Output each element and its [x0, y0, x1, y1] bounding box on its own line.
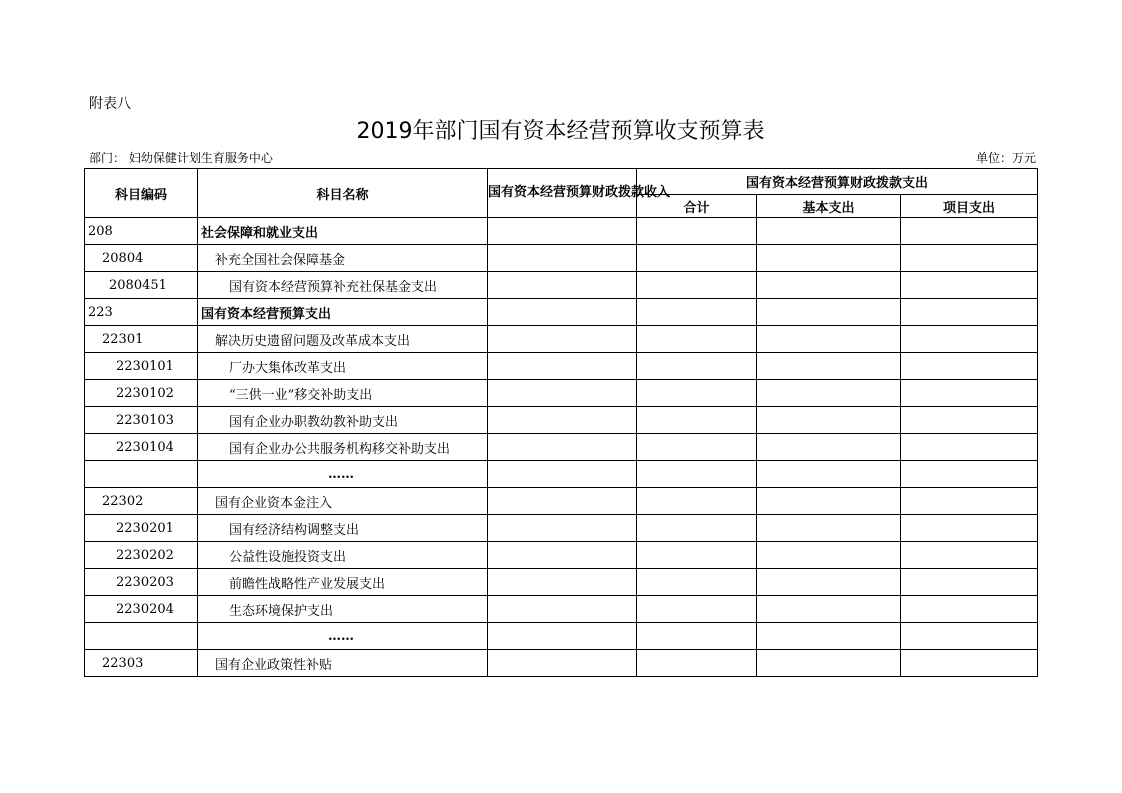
income-cell — [488, 569, 637, 596]
total-cell — [637, 488, 757, 515]
basic-cell — [757, 407, 901, 434]
table-row — [85, 434, 1038, 461]
income-cell — [488, 623, 637, 650]
table-row — [85, 650, 1038, 677]
unit-label: 单位：万元 — [975, 151, 1036, 165]
subject-name: 补充全国社会保障基金 — [198, 245, 488, 272]
table-row — [85, 569, 1038, 596]
header-project: 项目支出 — [901, 195, 1038, 218]
income-cell — [488, 434, 637, 461]
subject-name: 厂办大集体改革支出 — [198, 353, 488, 380]
department-name: 妇幼保健计划生育服务中心 — [128, 151, 273, 165]
header-expense-group: 国有资本经营预算财政拨款支出 — [637, 169, 1038, 195]
project-cell — [901, 380, 1038, 407]
income-cell — [488, 218, 637, 245]
project-cell — [901, 434, 1038, 461]
table-row — [85, 299, 1038, 326]
basic-cell — [757, 542, 901, 569]
project-cell — [901, 299, 1038, 326]
income-cell — [488, 299, 637, 326]
subject-name: 公益性设施投资支出 — [198, 542, 488, 569]
total-cell — [637, 272, 757, 299]
basic-cell — [757, 623, 901, 650]
subject-name: 国有经济结构调整支出 — [198, 515, 488, 542]
basic-cell — [757, 245, 901, 272]
total-cell — [637, 542, 757, 569]
subject-code: 223 — [85, 299, 198, 326]
subject-code: 22301 — [85, 326, 198, 353]
header-basic: 基本支出 — [757, 195, 901, 218]
total-cell — [637, 569, 757, 596]
project-cell — [901, 353, 1038, 380]
project-cell — [901, 326, 1038, 353]
subject-code: 22302 — [85, 488, 198, 515]
income-cell — [488, 461, 637, 488]
table-row — [85, 596, 1038, 623]
total-cell — [637, 218, 757, 245]
basic-cell — [757, 218, 901, 245]
basic-cell — [757, 650, 901, 677]
table-row — [85, 515, 1038, 542]
subject-name: “三供一业”移交补助支出 — [198, 380, 488, 407]
subject-code — [85, 461, 198, 488]
subject-name: 社会保障和就业支出 — [198, 218, 488, 245]
subject-code: 2080451 — [85, 272, 198, 299]
department-line — [89, 149, 273, 166]
subject-name: 国有资本经营预算补充社保基金支出 — [198, 272, 488, 299]
project-cell — [901, 542, 1038, 569]
subject-code: 2230104 — [85, 434, 198, 461]
income-cell — [488, 380, 637, 407]
basic-cell — [757, 434, 901, 461]
subject-code — [85, 623, 198, 650]
subject-name: 解决历史遗留问题及改革成本支出 — [198, 326, 488, 353]
header-total: 合计 — [637, 195, 757, 218]
table-row — [85, 353, 1038, 380]
basic-cell — [757, 380, 901, 407]
project-cell — [901, 650, 1038, 677]
subject-name: 前瞻性战略性产业发展支出 — [198, 569, 488, 596]
income-cell — [488, 488, 637, 515]
subject-name: 国有企业办职教幼教补助支出 — [198, 407, 488, 434]
total-cell — [637, 407, 757, 434]
subject-name: …… — [198, 461, 488, 488]
table-row — [85, 272, 1038, 299]
subject-code: 2230203 — [85, 569, 198, 596]
subject-code: 2230103 — [85, 407, 198, 434]
subject-code: 2230204 — [85, 596, 198, 623]
subject-code: 208 — [85, 218, 198, 245]
total-cell — [637, 596, 757, 623]
project-cell — [901, 488, 1038, 515]
table-row — [85, 407, 1038, 434]
basic-cell — [757, 299, 901, 326]
total-cell — [637, 515, 757, 542]
subject-name: 国有企业办公共服务机构移交补助支出 — [198, 434, 488, 461]
subject-code: 20804 — [85, 245, 198, 272]
total-cell — [637, 380, 757, 407]
subject-name: 国有资本经营预算支出 — [198, 299, 488, 326]
basic-cell — [757, 353, 901, 380]
income-cell — [488, 353, 637, 380]
budget-table — [84, 168, 1038, 677]
project-cell — [901, 272, 1038, 299]
income-cell — [488, 272, 637, 299]
basic-cell — [757, 272, 901, 299]
header-name: 科目名称 — [198, 169, 488, 218]
subject-name: 国有企业政策性补贴 — [198, 650, 488, 677]
department-label: 部门： — [89, 151, 126, 165]
income-cell — [488, 326, 637, 353]
page-title: 2019年部门国有资本经营预算收支预算表 — [356, 119, 765, 144]
total-cell — [637, 299, 757, 326]
project-cell — [901, 218, 1038, 245]
subject-name: 国有企业资本金注入 — [198, 488, 488, 515]
project-cell — [901, 623, 1038, 650]
subject-code: 2230202 — [85, 542, 198, 569]
table-row — [85, 245, 1038, 272]
project-cell — [901, 596, 1038, 623]
income-cell — [488, 515, 637, 542]
basic-cell — [757, 488, 901, 515]
table-row — [85, 218, 1038, 245]
basic-cell — [757, 461, 901, 488]
income-cell — [488, 407, 637, 434]
table-row — [85, 542, 1038, 569]
table-row — [85, 461, 1038, 488]
basic-cell — [757, 569, 901, 596]
table-row — [85, 326, 1038, 353]
table-row — [85, 488, 1038, 515]
table-row — [85, 380, 1038, 407]
table-row — [85, 623, 1038, 650]
basic-cell — [757, 326, 901, 353]
project-cell — [901, 569, 1038, 596]
total-cell — [637, 326, 757, 353]
total-cell — [637, 245, 757, 272]
subject-code: 2230101 — [85, 353, 198, 380]
income-cell — [488, 650, 637, 677]
basic-cell — [757, 596, 901, 623]
basic-cell — [757, 515, 901, 542]
subject-name: …… — [198, 623, 488, 650]
project-cell — [901, 245, 1038, 272]
total-cell — [637, 353, 757, 380]
project-cell — [901, 515, 1038, 542]
header-income: 国有资本经营预算财政拨款收入 — [488, 169, 637, 218]
total-cell — [637, 434, 757, 461]
header-code: 科目编码 — [85, 169, 198, 218]
income-cell — [488, 596, 637, 623]
annex-label: 附表八 — [89, 96, 131, 112]
income-cell — [488, 245, 637, 272]
subject-code: 2230201 — [85, 515, 198, 542]
project-cell — [901, 461, 1038, 488]
project-cell — [901, 407, 1038, 434]
income-cell — [488, 542, 637, 569]
subject-code: 2230102 — [85, 380, 198, 407]
subject-name: 生态环境保护支出 — [198, 596, 488, 623]
total-cell — [637, 623, 757, 650]
total-cell — [637, 650, 757, 677]
total-cell — [637, 461, 757, 488]
subject-code: 22303 — [85, 650, 198, 677]
